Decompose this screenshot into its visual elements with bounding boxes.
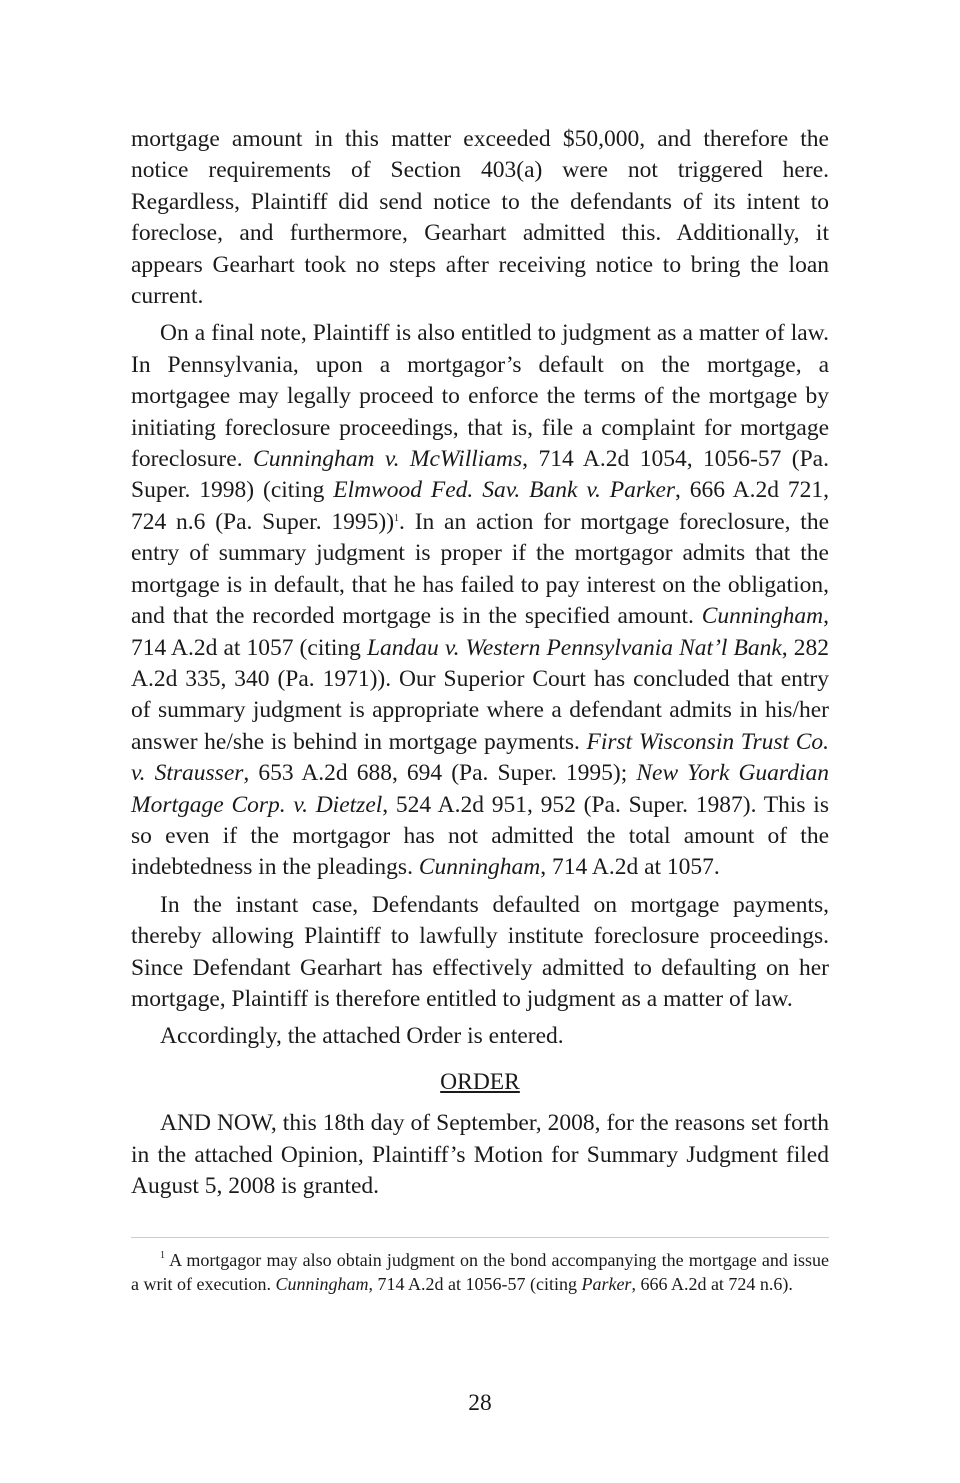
case-citation: Landau v. Western Pennsylvania Nat’l Bank: [366, 634, 782, 661]
text-segment: , 524 A.2d 951, 952 (Pa. Super. 1987). This is so even if the mortgagor has not admitted the total amount of the indebtedness in the pleadings.: [131, 791, 829, 881]
paragraph-accordingly: [131, 1021, 829, 1052]
paragraph-judgment-law: [131, 318, 829, 883]
text-segment: , 714 A.2d at 1056-57 (citing: [368, 1274, 582, 1295]
paragraph-notice-text: mortgage amount in this matter exceeded $50,000, and therefore the notice requirements of Section 403(a) were not triggered here. Regardless, Plaintiff did send notice to the defendants of its intent to foreclose, and furthermore, Gearhart admitted this. Additionally, it appears Gearhart took no steps after receiving notice to bring the loan current.: [131, 126, 829, 310]
text-segment: , 666 A.2d 721, 724 n.6 (Pa. Super. 1995)): [131, 477, 829, 535]
order-heading-text: ORDER: [440, 1068, 520, 1095]
text-segment: On a final note, Plaintiff is also entitled to judgment as a matter of law. In Pennsylvania, upon a mortgagor’s default on the mortgage, a mortgagee may legally proceed to enforce the terms of the mortgage by initiating foreclosure proceedings, that is, file a complaint for mortgage foreclosure.: [131, 320, 829, 473]
text-segment: , 714 A.2d at 1057 (citing: [131, 603, 829, 661]
paragraph-instant-case: [131, 890, 829, 1016]
case-citation: New York Guardian Mortgage Corp. v. Dietzel: [131, 760, 829, 818]
order-section: [131, 1108, 829, 1202]
case-citation: Cunningham: [275, 1274, 369, 1295]
text-segment: , 653 A.2d 688, 694 (Pa. Super. 1995);: [243, 760, 637, 787]
paragraph-instant-case-text: In the instant case, Defendants defaulted on mortgage payments, thereby allowing Plaintiff to lawfully institute foreclosure proceedings. Since Defendant Gearhart has effectively admitted to defaulting on her mortgage, Plaintiff is therefore entitled to judgment as a matter of law.: [131, 891, 829, 1012]
order-paragraph: [131, 1108, 829, 1202]
case-citation: Elmwood Fed. Sav. Bank v. Parker: [333, 477, 676, 504]
text-segment: , 666 A.2d at 724 n.6).: [631, 1274, 793, 1295]
footnote-divider: [131, 1237, 829, 1238]
case-citation: Cunningham v. McWilliams: [253, 446, 523, 473]
page-content: [131, 124, 829, 1296]
text-segment: A mortgagor may also obtain judgment on the bond accompanying the mortgage and issue a writ of execution.: [131, 1250, 829, 1295]
order-paragraph-text: AND NOW, this 18th day of September, 2008, for the reasons set forth in the attached Opinion, Plaintiff’s Motion for Summary Judgment filed August 5, 2008 is granted.: [131, 1110, 829, 1199]
page-number: 28: [468, 1390, 492, 1416]
text-segment: , 714 A.2d 1054, 1056-57 (Pa. Super. 1998) (citing: [131, 446, 829, 504]
text-segment: , 282 A.2d 335, 340 (Pa. 1971)). Our Superior Court has concluded that entry of summary judgment is appropriate where a defendant admits in his/her answer he/she is behind in mortgage payments.: [131, 634, 829, 755]
footnote-reference[interactable]: 1: [394, 512, 400, 524]
footnote-marker: 1: [160, 1250, 165, 1262]
case-citation: First Wisconsin Trust Co. v. Strausser: [131, 728, 830, 787]
text-segment: , 714 A.2d at 1057.: [540, 854, 720, 881]
text-segment: . In an action for mortgage foreclosure, the entry of summary judgment is proper if the mortgagor admits that the mortgage is in default, that he has failed to pay interest on the obligation, and that the recorded mortgage is in the specified amount.: [131, 508, 829, 630]
case-citation: Cunningham: [701, 603, 824, 630]
order-heading: [131, 1067, 829, 1098]
paragraph-accordingly-text: Accordingly, the attached Order is entered.: [160, 1023, 564, 1050]
case-citation: Parker: [581, 1274, 632, 1295]
paragraph-notice: [131, 124, 829, 312]
footnote: [131, 1248, 829, 1296]
case-citation: Cunningham: [418, 854, 541, 881]
opinion-body: [131, 124, 829, 1053]
